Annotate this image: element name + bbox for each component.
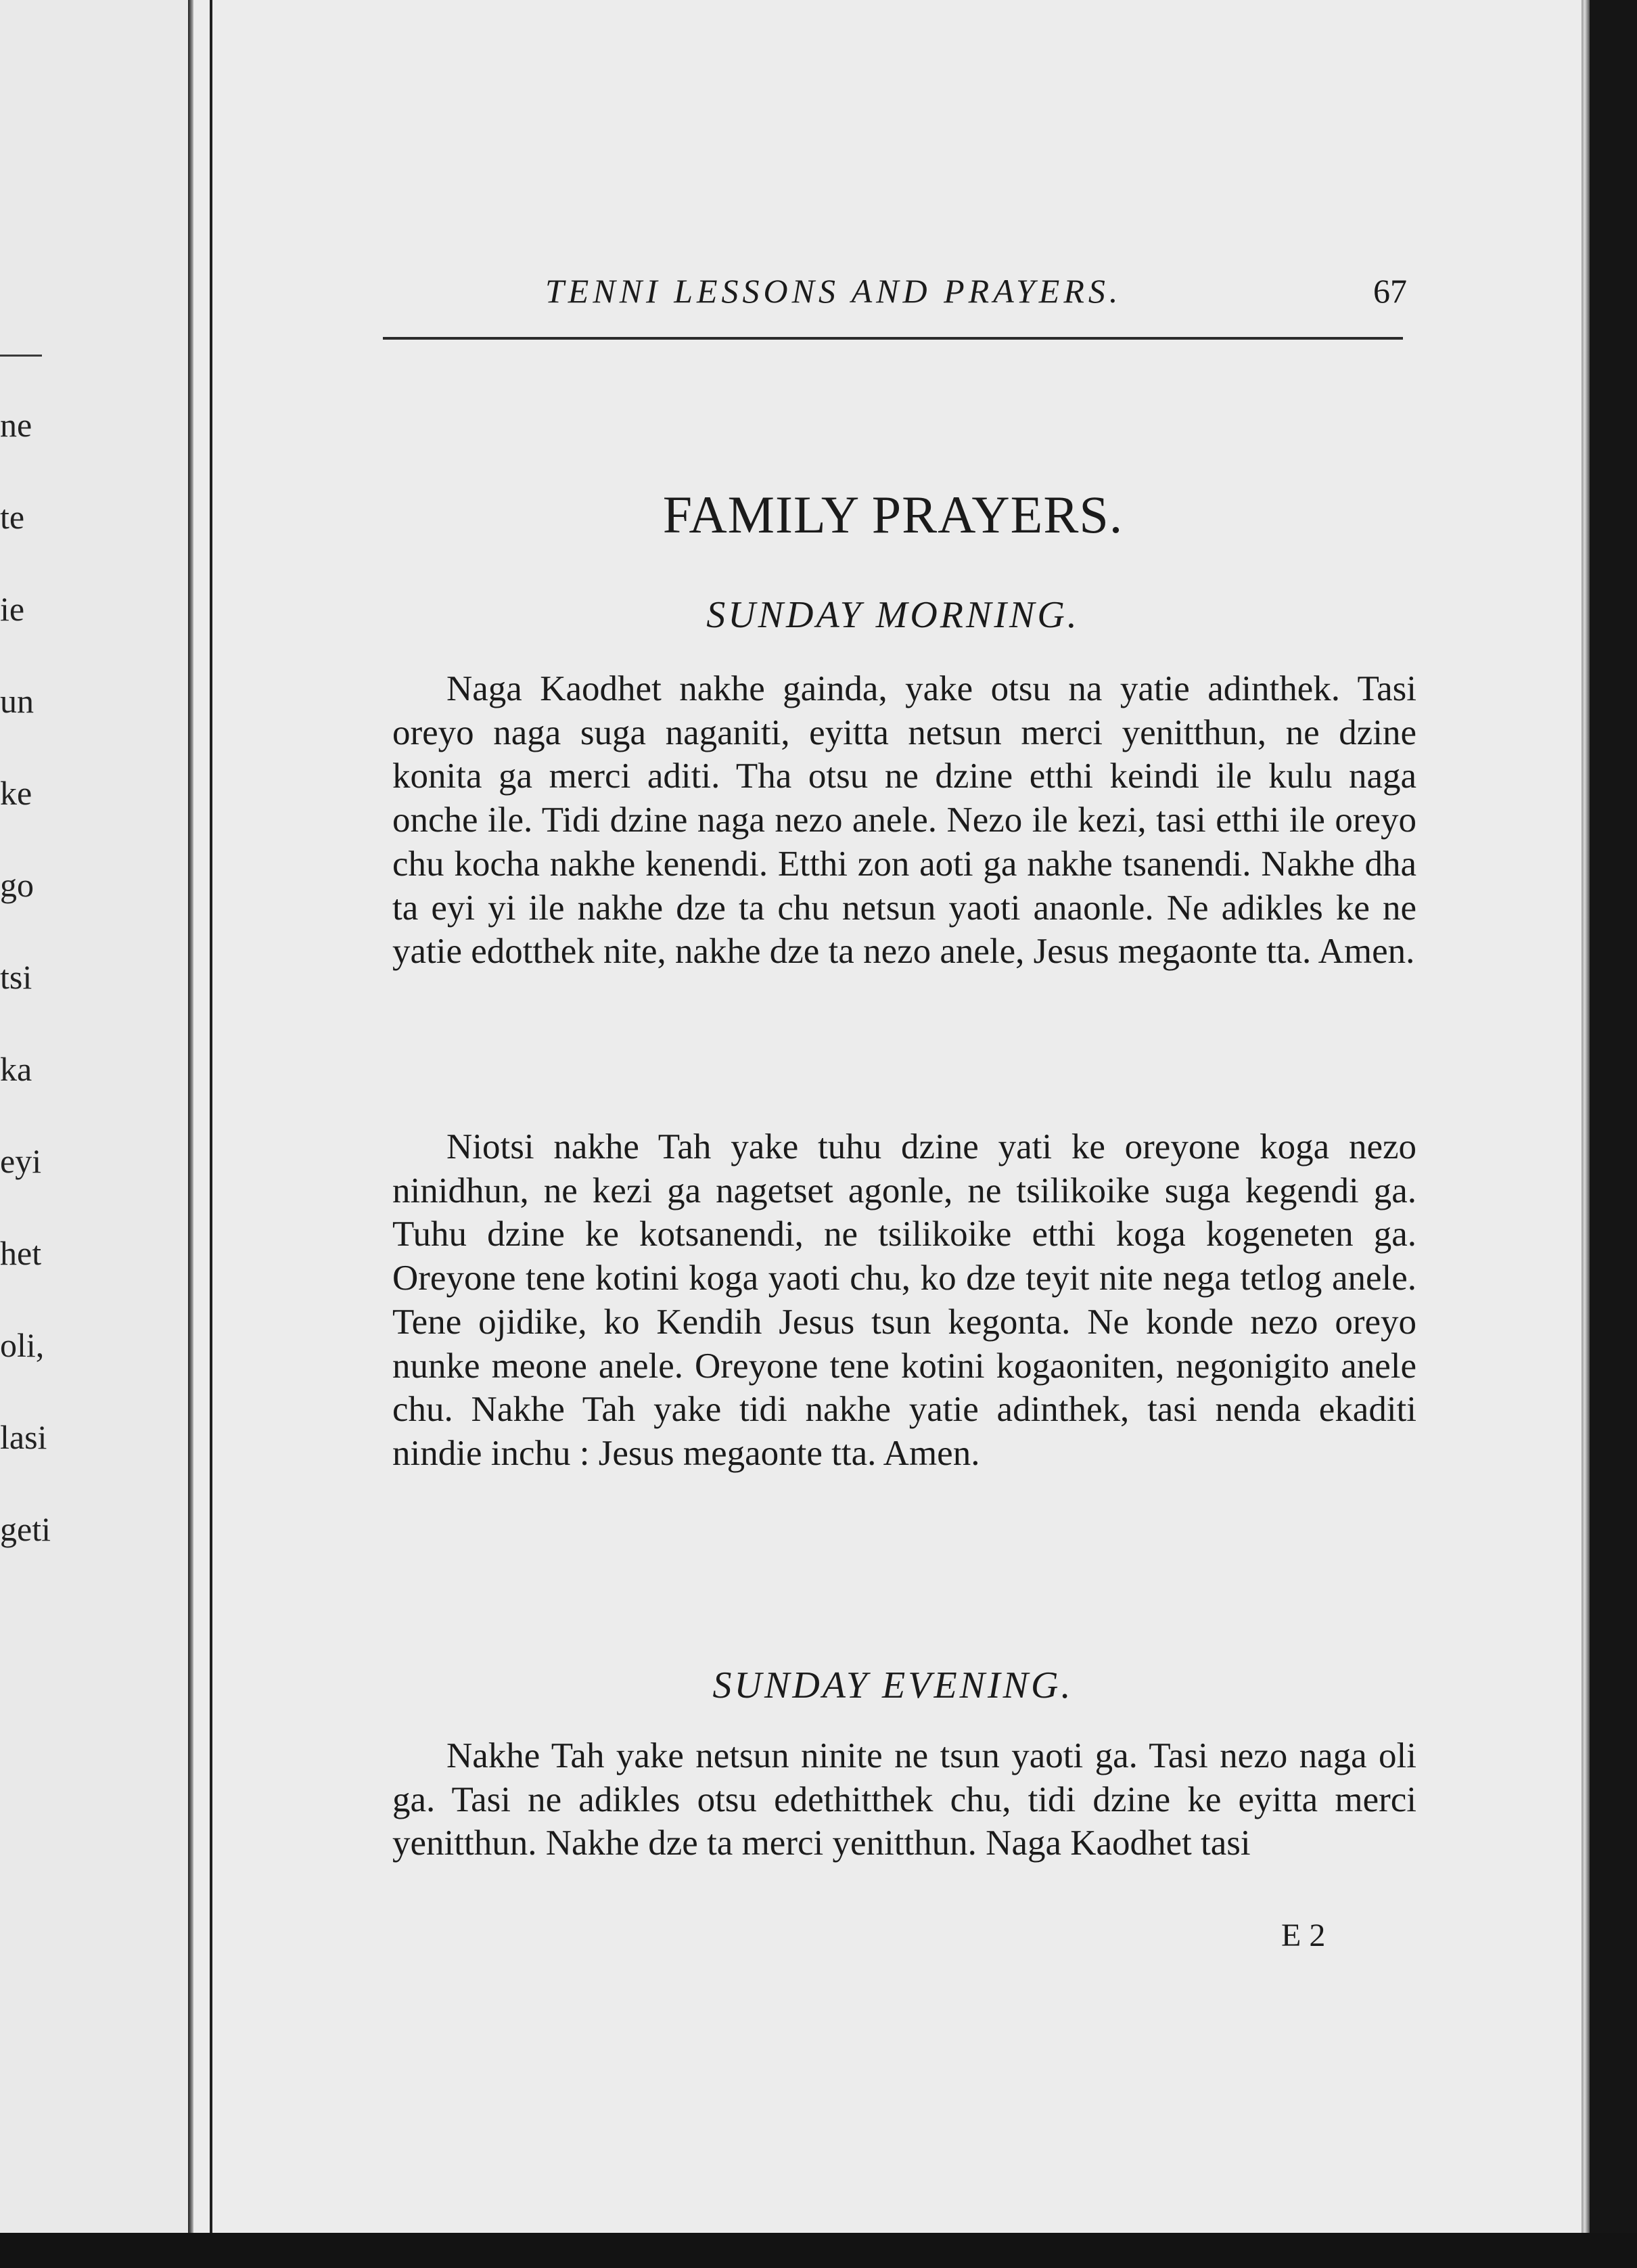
facing-page-text [0,379,51,1575]
section-heading-morning: SUNDAY MORNING. [706,594,1080,636]
facing-line: ne [0,406,32,444]
facing-line: eyi [0,1142,42,1180]
facing-line: het [0,1234,42,1272]
header-rule [383,337,1403,340]
facing-line: oli, [0,1326,45,1364]
facing-line: go [0,866,34,904]
facing-line: tsi [0,958,32,996]
facing-line: lasi [0,1418,47,1456]
gutter-line [210,0,212,2233]
facing-line: un [0,682,34,720]
morning-prayer-paragraph: Niotsi nakhe Tah yake tuhu dzine yati ke oreyone koga nezo ninidhun, ne kezi ga nagetset agonle, ne tsilikoike suga kegendi ga. Tuhu dzine ke kotsanendi, ne tsilikoike etthi koga kogeneten ga. Oreyone tene kotini koga yaoti chu, ko dze teyit nite nega tetlog anele. Tene ojidike, ko Kendih Jesus tsun kegonta. Ne konde nezo oreyo nunke meone anele. Oreyone tene kotini kogaoniten, negonigito anele chu. Nakhe Tah yake tidi nakhe yatie adinthek, tasi nenda ekaditi nindie inchu : Jesus megaonte tta. Amen. [392,1127,1416,1473]
evening-prayer-paragraph: Nakhe Tah yake netsun ninite ne tsun yaoti ga. Tasi nezo naga oli ga. Tasi ne adikles otsu edethitthek chu, tidi dzine ke eyitta merci yenitthun. Nakhe dze ta merci yenitthun. Naga Kaodhet tasi [392,1736,1416,1863]
running-header [545,267,1407,315]
scan-bottom-border [0,2233,1637,2268]
scan-border [1590,0,1637,2268]
facing-line: geti [0,1510,51,1548]
section-heading-evening: SUNDAY EVENING. [712,1664,1074,1706]
page-edge [1582,0,1590,2268]
facing-line: te [0,498,25,536]
morning-prayer-paragraph: Naga Kaodhet nakhe gainda, yake otsu na yatie adinthek. Tasi oreyo naga suga naganiti, eyitta netsun merci yenitthun, ne dzine konita ga merci aditi. Tha otsu ne dzine etthi keindi ile kulu naga onche ile. Tidi dzine naga nezo anele. Nezo ile kezi, tasi etthi ile oreyo chu kocha nakhe kenendi. Etthi zon aoti ga nakhe tsanendi. Nakhe dha ta eyi yi ile nakhe dze ta chu netsun yaoti anaonle. Ne adikles ke ne yatie edotthek nite, nakhe dze ta nezo anele, Jesus megaonte tta. Amen. [392,669,1416,972]
signature-mark: E 2 [1281,1918,1326,1953]
gutter-shadow [188,0,193,2268]
facing-page-rule [0,355,42,357]
facing-line: ie [0,590,25,628]
facing-line: ka [0,1050,32,1088]
page-title: FAMILY PRAYERS. [662,485,1124,544]
facing-line: ke [0,774,32,812]
facing-page [0,0,188,2268]
page-number: 67 [1373,272,1407,310]
running-title: TENNI LESSONS AND PRAYERS. [545,272,1122,310]
